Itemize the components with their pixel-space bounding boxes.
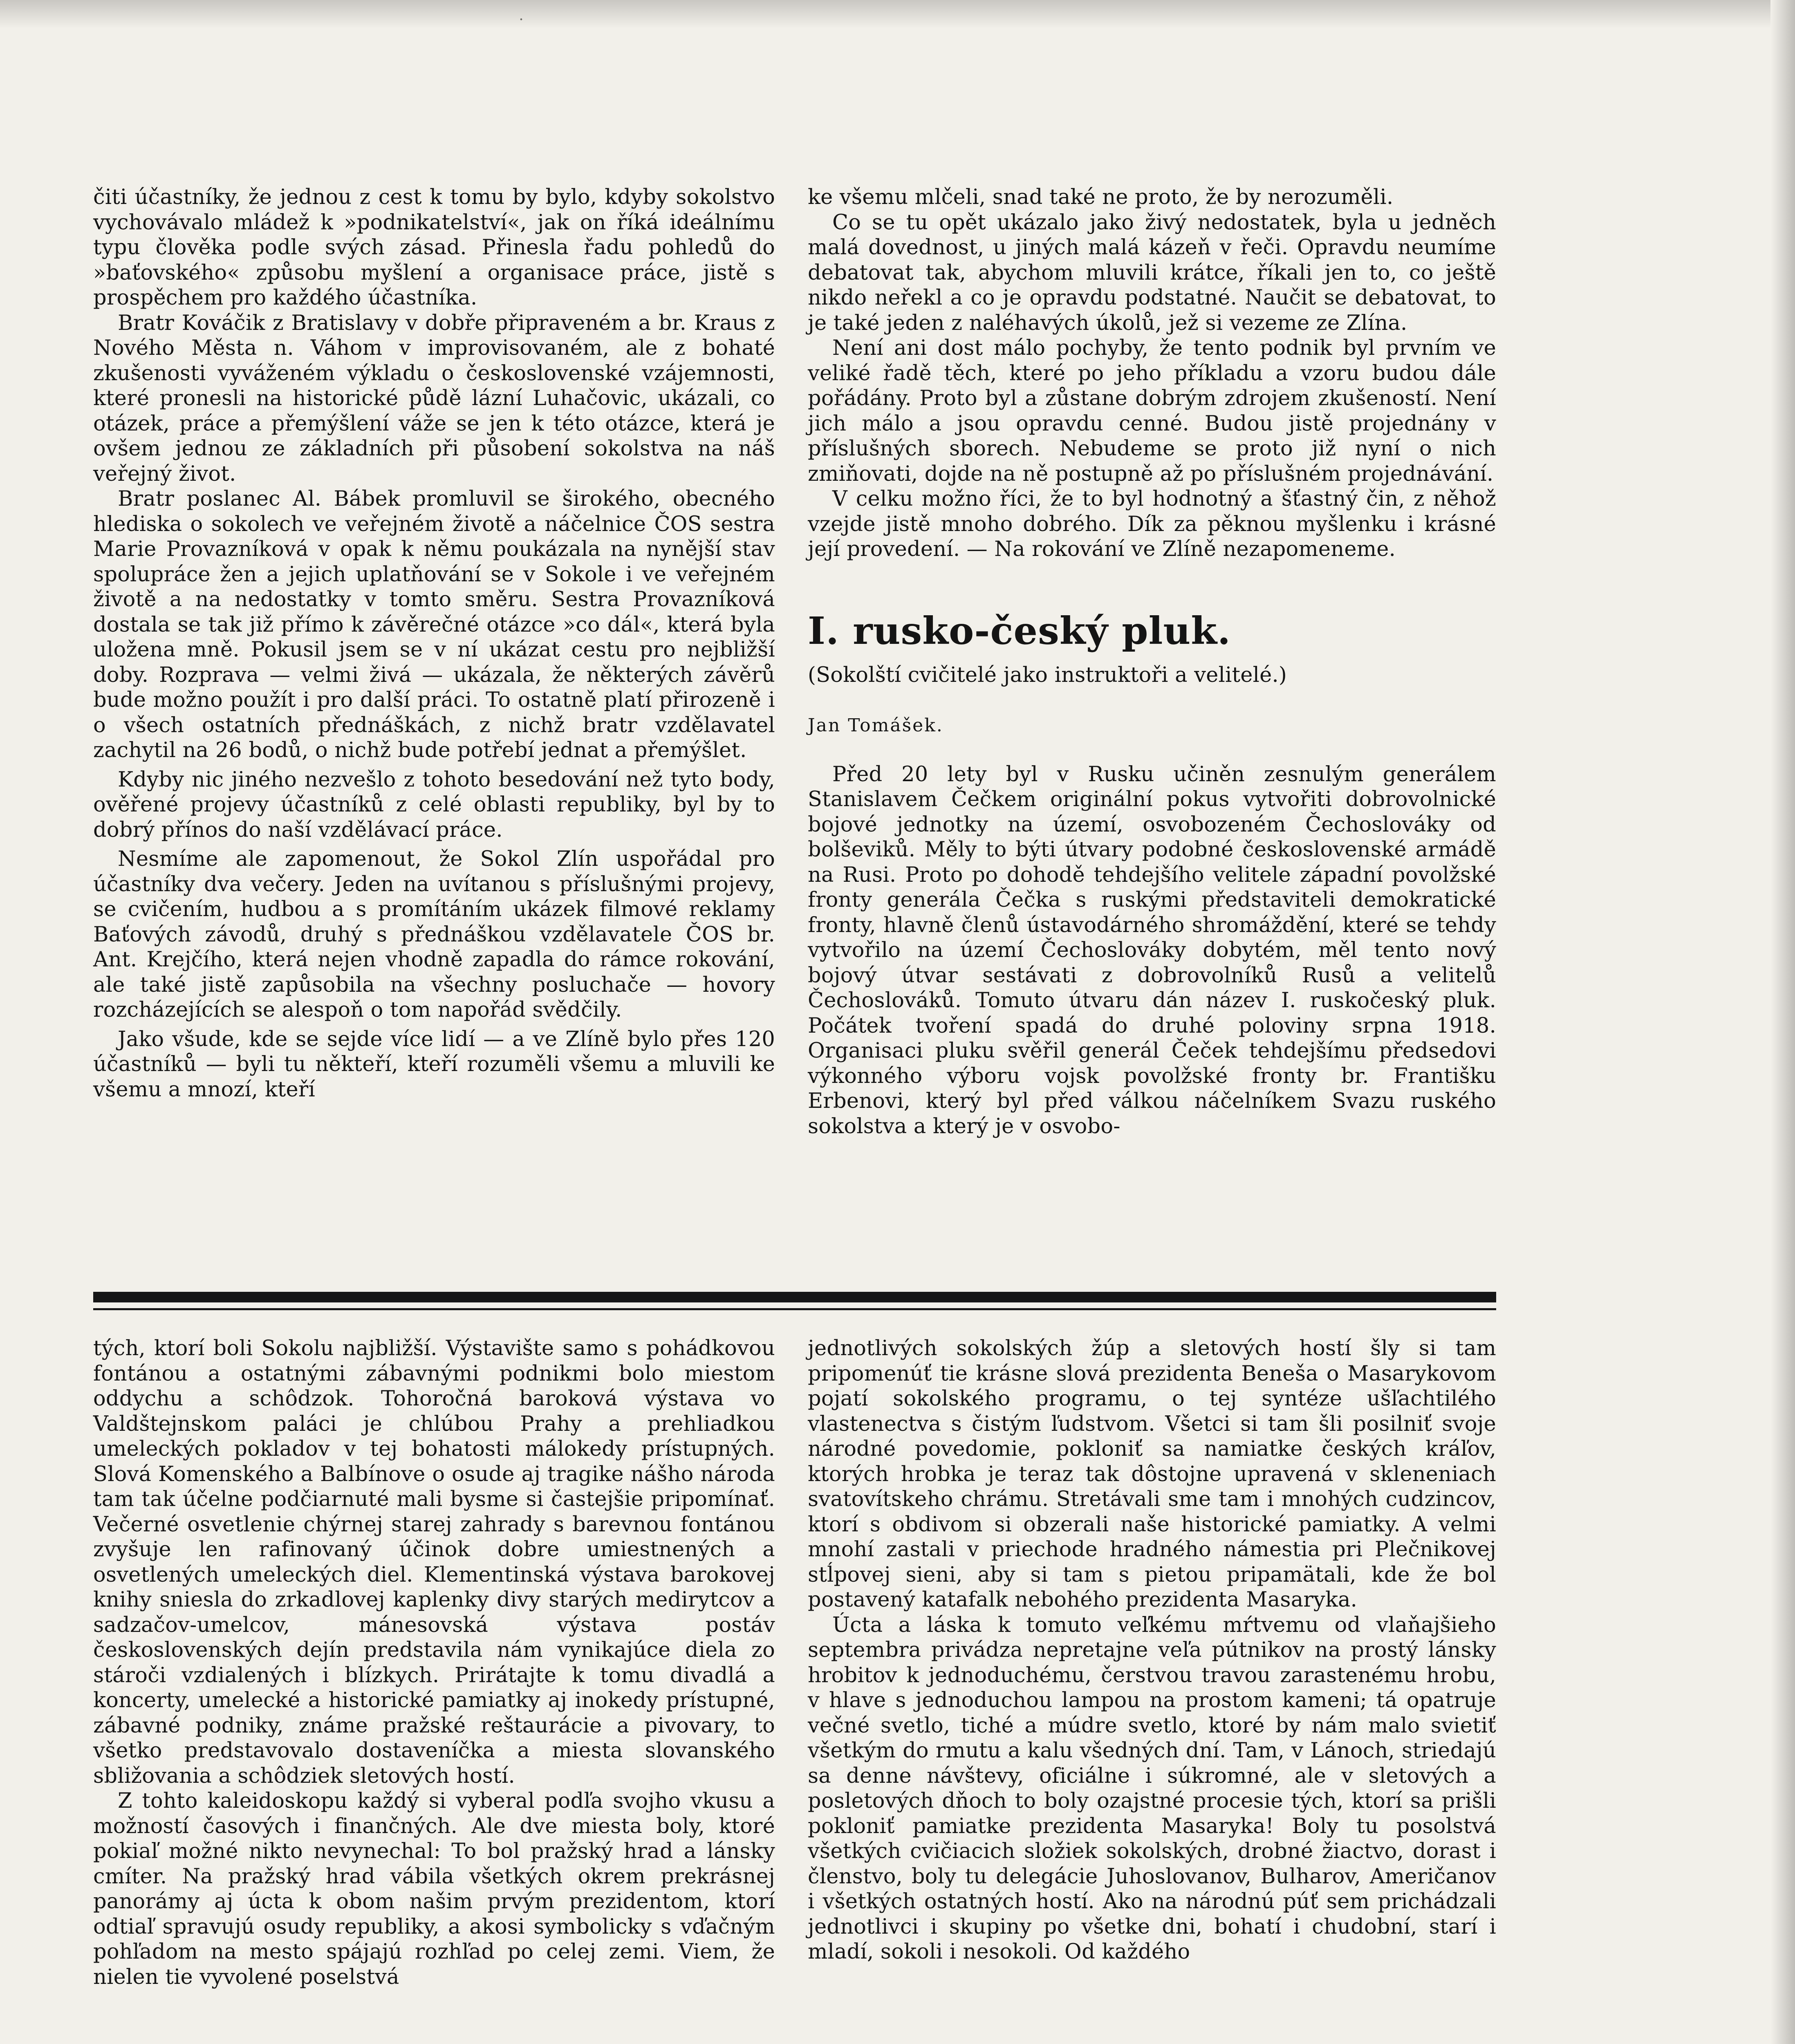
- paragraph: Nesmíme ale zapomenout, že Sokol Zlín uspořádal pro účastníky dva večery. Jeden na uvítanou s příslušnými projevy, se cvičením, hudbou a s promítáním ukázek filmové reklamy Baťových závodů, druhý s přednáškou vzdělavatele ČOS br. Ant. Krejčího, která nejen vhodně zapadla do rámce rokování, ale také jistě zapůsobila na všechny posluchače — hovory rozcházejících se alespoň o tom napořád svědčily.: [93, 847, 775, 1022]
- paragraph: čiti účastníky, že jednou z cest k tomu by bylo, kdyby sokolstvo vychovávalo mládež k »podnikatelství«, jak on říká ideálnímu typu člověka podle svých zásad. Přinesla řadu pohledů do »baťovského« způsobu myšlení a organisace práce, jistě s prospěchem pro každého účastníka.: [93, 185, 775, 310]
- paragraph: Bratr Kováčik z Bratislavy v dobře připraveném a br. Kraus z Nového Města n. Váhom v improvisovaném, ale z bohaté zkušenosti vyváženém výkladu o československé vzájemnosti, které pronesli na historické půdě lázní Luhačovic, ukázali, co otázek, práce a přemýšlení váže se jen k této otázce, která je ovšem jednou ze základních při působení sokolstva na náš veřejný život.: [93, 311, 775, 486]
- article-title: I. rusko-český pluk.: [808, 608, 1231, 653]
- paragraph: Není ani dost málo pochyby, že tento podnik byl prvním ve veliké řadě těch, které po jeho příkladu a vzoru budou dále pořádány. Proto byl a zůstane dobrým zdrojem zkušeností. Není jich málo a jsou opravdu cenné. Budou jistě projednány v příslušných sborech. Nebudeme se proto již nyní o nich zmiňovati, dojde na ně postupně až po příslušném projednávání.: [808, 336, 1496, 486]
- bottom-left-column: [93, 1336, 775, 1990]
- paragraph: Kdyby nic jiného nezvešlo z tohoto besedování než tyto body, ověřené projevy účastníků z celé oblasti republiky, byl by to dobrý přínos do naší vzdělávací práce.: [93, 767, 775, 842]
- paragraph: Bratr poslanec Al. Bábek promluvil se širokého, obecného hlediska o sokolech ve veřejném životě a náčelnice ČOS sestra Marie Provazníková v opak k němu poukázala na nynější stav spolupráce žen a jejich uplatňování se v Sokole i ve veřejném životě a na nedostatky v tomto směru. Sestra Provazníková dostala se tak již přímo k závěrečné otázce »co dál«, která byla uložena mně. Pokusil jsem se v ní ukázat cestu pro nejbližší doby. Rozprava — velmi živá — ukázala, že některých závěrů bude možno použít i pro další práci. To ostatně platí přirozeně i o všech ostatních přednáškách, z nichž bratr vzdělavatel zachytil na 26 bodů, o nichž bude potřebí jednat a přemýšlet.: [93, 487, 775, 762]
- paragraph: Úcta a láska k tomuto veľkému mŕtvemu od vlaňajšieho septembra privádza nepretajne veľa pútnikov na prostý lánsky hrobitov k jednoduchému, čerstvou travou zarastenému hrobu, v hlave s jednoduchou lampou na prostom kameni; tá opatruje večné svetlo, tiché a múdre svetlo, ktoré by nám malo svietiť všetkým do rmutu a kalu všedných dní. Tam, v Lánoch, striedajú sa denne návštevy, oficiálne i súkromné, ale v sletových a posletových dňoch to boly ozajstné procesie tých, ktorí sa prišli pokloniť pamiatke prezidenta Masaryka! Boly tu posolstvá všetkých cvičiacich složiek sokolských, drobné žiactvo, dorast i členstvo, boly tu delegácie Juhoslovanov, Bulharov, Američanov i všetkých ostatných hostí. Ako na národnú púť sem prichádzali jednotlivci i skupiny po všetkе dni, bohatí i chudobní, starí i mladí, sokoli i nesokoli. Od každého: [808, 1613, 1496, 1964]
- scan-shadow-top: [0, 0, 1795, 29]
- paragraph: Co se tu opět ukázalo jako živý nedostatek, byla u jedněch malá dovednost, u jiných malá kázeň v řeči. Opravdu neumíme debatovat tak, abychom mluvili krátce, říkali jen to, co ještě nikdo neřekl a co je opravdu podstatné. Naučit se debatovat, to je také jeden z naléhavých úkolů, jež si vezeme ze Zlína.: [808, 210, 1496, 335]
- paragraph: Jako všude, kde se sejde více lidí — a ve Zlíně bylo přes 120 účastníků — byli tu někteří, kteří rozuměli všemu a mluvili ke všemu a mnozí, kteří: [93, 1027, 775, 1102]
- article-body: Před 20 lety byl v Rusku učiněn zesnulým generálem Stanislavem Čečkem originální pokus vytvořiti dobrovolnické bojové jednotky na území, osvobozeném Čechoslováky od bolševiků. Měly to býti útvary podobné československé armádě na Rusi. Proto po dohodě tehdejšího velitele západní povolžské fronty generála Čečka s ruskými představiteli demokratické fronty, hlavně členů ústavodárného shromáždění, které se tehdy vytvořilo na území Čechoslováky dobytém, měl tento nový bojový útvar sestávati z dobrovolníků Rusů a velitelů Čechoslováků. Tomuto útvaru dán název I. ruskočeský pluk. Počátek tvoření spadá do druhé poloviny srpna 1918. Organisaci pluku svěřil generál Čeček tehdejšímu předsedovi výkonného výboru vojsk povolžské fronty br. Františku Erbenovi, který byl před válkou náčelníkem Svazu ruského sokolstva a který je v osvobo-: [808, 762, 1496, 1139]
- paragraph: ke všemu mlčeli, snad také ne proto, že by nerozuměli.: [808, 185, 1394, 209]
- scan-shadow-right: [1770, 0, 1795, 2044]
- paragraph: Z tohto kaleidoskopu každý si vyberal podľa svojho vkusu a možností časových i finančných. Ale dve miesta boly, ktoré pokiaľ možné nikto nevynechal: To bol pražský hrad a lánsky cmíter. Na pražský hrad vábila všetkých okrem prekrásnej panorámy aj úcta k obom našim prvým prezidentom, ktorí odtiaľ spravujú osudy republiky, a akosi symbolicky s vďačným pohľadom na mesto spájajú rozhľad po celej zemi. Viem, že nielen tie vyvolené poselstvá: [93, 1789, 775, 1989]
- paragraph: jednotlivých sokolských žúp a sletových hostí šly si tam pripomenúť tie krásne slová prezidenta Beneša o Masarykovom pojatí sokolského programu, o tej syntéze ušľachtilého vlastenectva s čistým ľudstvom. Všetci si tam šli posilniť svoje národné povedomie, pokloniť sa namiatke českých kráľov, ktorých hrobka je teraz tak dôstojne upravená v skleneniach svatovítskeho chrámu. Stretávali sme tam i mnohých cudzincov, ktorí s obdivom si obzerali naše historické pamiatky. A velmi mnohí zastali v priechode hradného námestia pri Plečnikovej stĺpovej sieni, aby si tam s pietou pripamätali, kde že bol postavený katafalk nebohého prezidenta Masaryka.: [808, 1336, 1496, 1612]
- section-divider-thick: [93, 1292, 1496, 1302]
- top-right-column: [808, 185, 1496, 1139]
- section-divider-thin: [93, 1308, 1496, 1310]
- paragraph: tých, ktorí boli Sokolu najbližší. Výstavište samo s pohádkovou fontánou a ostatnými zábavnými podnikmi bolo miestom oddychu a schôdzok. Tohoročná baroková výstava vo Valdštejnskom paláci je chlúbou Prahy a prehliadkou umeleckých pokladov v tej bohatosti málokedy prístupných. Slová Komenského a Balbínove o osude aj tragike nášho národa tam tak účelne podčiarnuté mali bysme si častejšie pripomínať. Večerné osvetlenie chýrnej starej zahrady s barevnou fontánou zvyšuje len rafinovaný účinok dobre umiestnených a osvetlených umeleckých diel. Klementinská výstava barokovej knihy sniesla do zrkadlovej kaplenky divy starých medirytcov a sadzačov-umelcov, mánesovská výstava postáv československých dejín predstavila nám vynikajúce diela zo stároči vzdialených i blízkych. Prirátajte k tomu divadlá a koncerty, umelecké a historické pamiatky aj inokedy prístupné, zábavné podniky, známe pražské reštaurácie a pivovary, to všetko predstavovalo dostaveníčka a miesta slovanského sbližovania a schôdziek sletových hostí.: [93, 1336, 775, 1788]
- bottom-right-column: [808, 1336, 1496, 1965]
- paragraph: V celku možno říci, že to byl hodnotný a šťastný čin, z něhož vzejde jistě mnoho dobrého. Dík za pěknou myšlenku i krásné její provedení. — Na rokování ve Zlíně nezapomeneme.: [808, 487, 1496, 561]
- article-subtitle: (Sokolští cvičitelé jako instruktoři a velitelé.): [808, 663, 1287, 687]
- top-left-column: [93, 185, 775, 1102]
- article-byline: Jan Tomášek.: [808, 715, 943, 736]
- scan-speck: ˙: [517, 16, 525, 35]
